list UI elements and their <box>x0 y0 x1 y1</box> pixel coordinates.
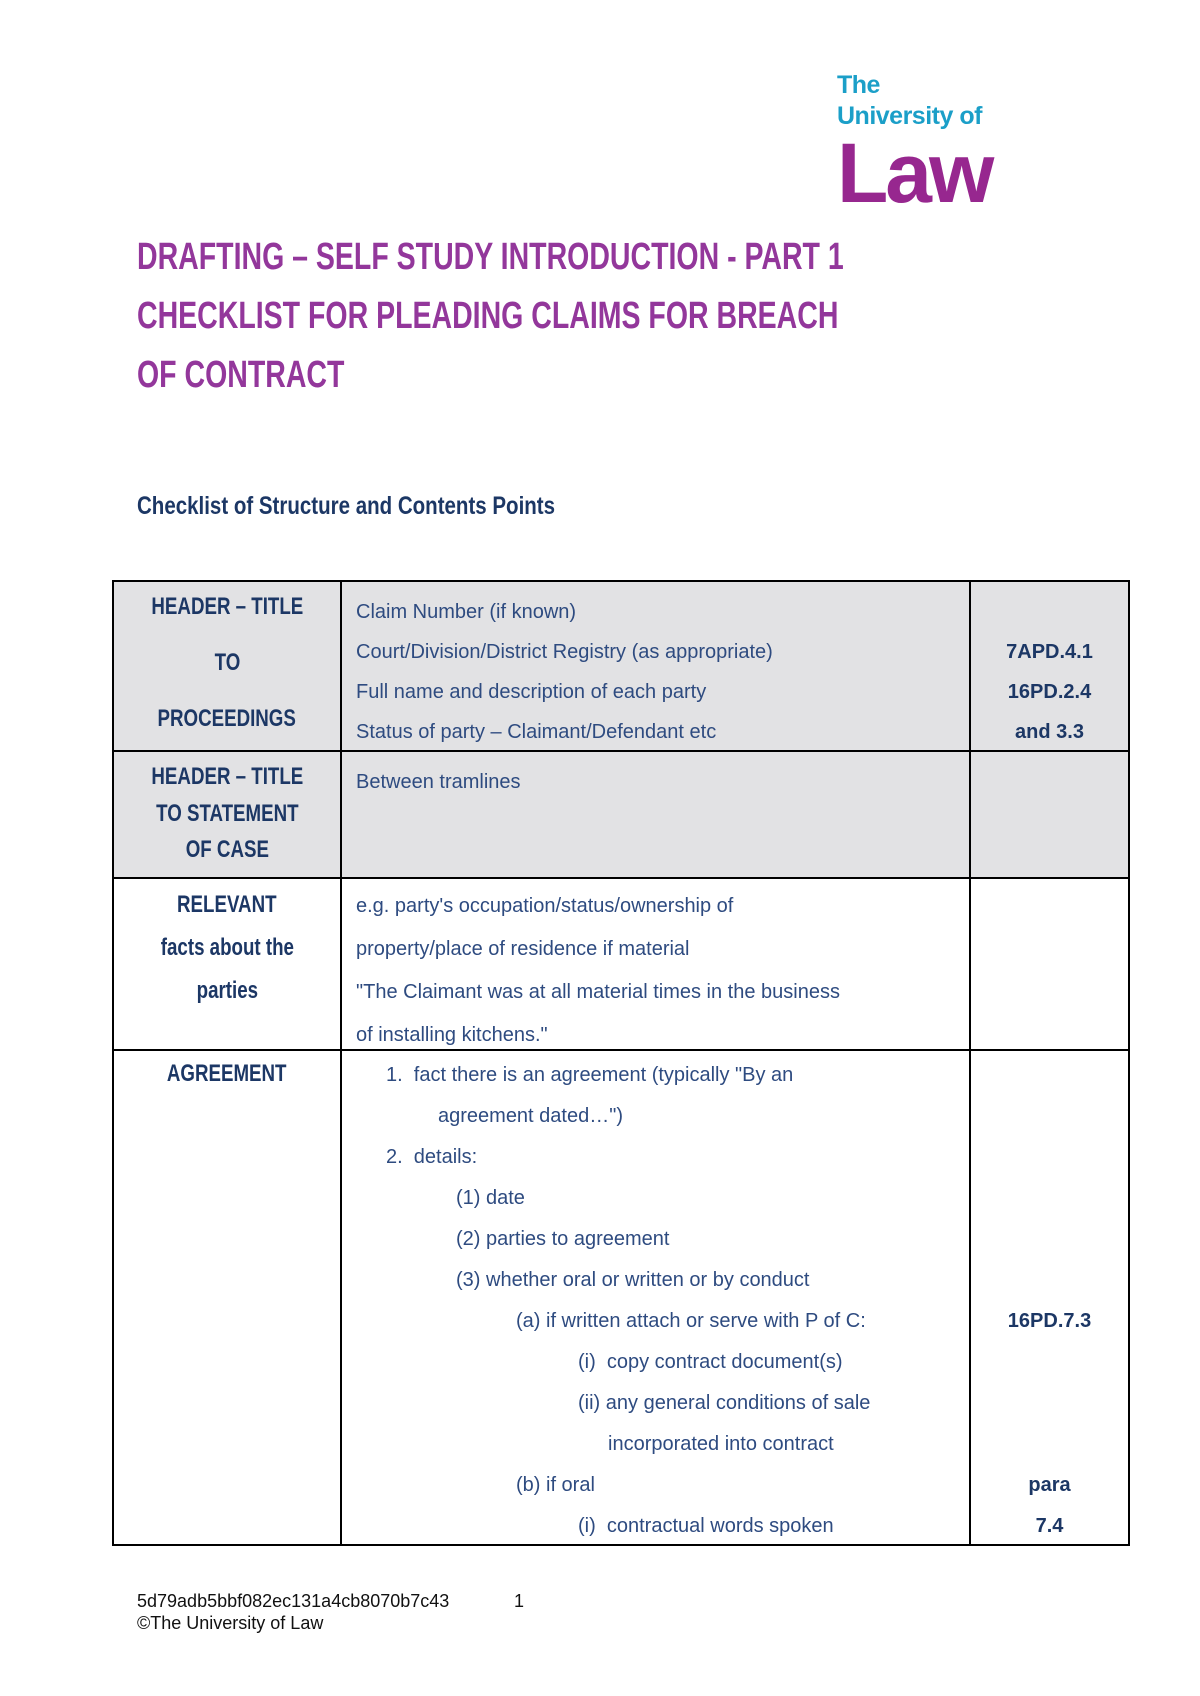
reference-spacer <box>971 1260 1128 1301</box>
table-row <box>114 1051 1128 1544</box>
content-line: Full name and description of each party <box>356 681 707 703</box>
content-line: (b) if oral <box>516 1474 595 1496</box>
content-line: agreement dated…") <box>438 1105 623 1127</box>
document-title <box>137 228 1079 405</box>
row-label-text: TO <box>214 649 240 676</box>
row-label-cell <box>114 879 342 1049</box>
reference-spacer <box>971 1219 1128 1260</box>
row-label-line <box>116 760 338 794</box>
row-label-text: facts about the <box>160 934 294 961</box>
logo-text-law: Law <box>837 126 992 220</box>
content-line: property/place of residence if material <box>356 938 690 960</box>
row-label-line <box>116 590 338 624</box>
row-reference-cell <box>971 582 1128 750</box>
row-label-text: TO STATEMENT <box>155 799 299 827</box>
section-subtitle-text: Checklist of Structure and Contents Points <box>137 492 556 520</box>
row-label-line <box>116 646 338 680</box>
content-line: e.g. party's occupation/status/ownership of <box>356 895 734 917</box>
title-line-1-text: DRAFTING – SELF STUDY INTRODUCTION - PART 1 <box>137 236 844 278</box>
content-line: 2. details: <box>386 1146 478 1168</box>
content-line: Claim Number (if known) <box>356 601 577 623</box>
row-content-cell <box>342 752 971 877</box>
row-label-text: HEADER – TITLE <box>151 593 303 620</box>
content-line: of installing kitchens." <box>356 1024 548 1046</box>
row-label-line <box>116 702 338 736</box>
reference: and 3.3 <box>1015 721 1084 743</box>
table-row <box>114 582 1128 752</box>
row-label-text: HEADER – TITLE <box>151 763 303 790</box>
reference-spacer <box>971 1055 1128 1096</box>
reference-spacer <box>971 1137 1128 1178</box>
reference: 7.4 <box>1035 1515 1064 1537</box>
reference-spacer <box>971 1424 1128 1465</box>
row-label-text: parties <box>196 977 258 1004</box>
reference-spacer <box>971 592 1128 632</box>
reference-spacer <box>971 1383 1128 1424</box>
section-subtitle <box>137 492 647 520</box>
row-content-cell <box>342 1051 971 1544</box>
content-line: (i) copy contract document(s) <box>578 1351 843 1373</box>
footer-doc-id: 5d79adb5bbf082ec131a4cb8070b7c43 <box>137 1591 450 1611</box>
page-footer <box>137 1590 449 1634</box>
content-line: 1. fact there is an agreement (typically "By an <box>386 1064 794 1086</box>
content-line: "The Claimant was at all material times in the business <box>356 981 840 1003</box>
row-reference-cell <box>971 879 1128 1049</box>
title-line-2 <box>137 287 1079 346</box>
row-label-text: AGREEMENT <box>167 1060 287 1087</box>
content-line: (a) if written attach or serve with P of C: <box>516 1310 866 1332</box>
row-label-line <box>114 883 340 926</box>
table-row <box>114 752 1128 879</box>
row-label-line <box>114 926 340 969</box>
logo-text-university-of: University of <box>837 102 982 130</box>
row-label-text: OF CASE <box>185 836 269 863</box>
content-line: (2) parties to agreement <box>456 1228 670 1250</box>
reference: 16PD.2.4 <box>1007 681 1092 703</box>
row-label-cell <box>114 752 342 877</box>
content-line: (i) contractual words spoken <box>578 1515 834 1537</box>
row-label-line <box>114 969 340 1012</box>
table-row <box>114 879 1128 1051</box>
content-line: (ii) any general conditions of sale <box>578 1392 871 1414</box>
row-label-text: PROCEEDINGS <box>157 705 297 732</box>
title-line-3-text: OF CONTRACT <box>137 354 345 396</box>
reference: 16PD.7.3 <box>1007 1310 1092 1332</box>
title-line-3 <box>137 346 1079 405</box>
content-line: Between tramlines <box>356 771 521 793</box>
row-content-cell <box>342 582 971 750</box>
title-line-1 <box>137 228 1079 287</box>
row-label-line <box>116 833 338 867</box>
content-line: Court/Division/District Registry (as appropriate) <box>356 641 773 663</box>
row-content-cell <box>342 879 971 1049</box>
content-line: (3) whether oral or written or by conduct <box>456 1269 810 1291</box>
logo-text-the: The <box>837 71 880 99</box>
checklist-table <box>112 580 1130 1546</box>
row-label-text: RELEVANT <box>177 891 277 918</box>
title-line-2-text: CHECKLIST FOR PLEADING CLAIMS FOR BREACH <box>137 295 839 337</box>
reference: para <box>1028 1474 1071 1496</box>
content-line: (1) date <box>456 1187 525 1209</box>
row-reference-cell <box>971 1051 1128 1544</box>
content-line: Status of party – Claimant/Defendant etc <box>356 721 717 743</box>
university-of-law-logo <box>837 70 1037 220</box>
row-label-line <box>116 797 338 831</box>
footer-page-number: 1 <box>514 1591 525 1611</box>
footer-copyright: ©The University of Law <box>137 1613 324 1633</box>
row-label-line <box>114 1057 340 1091</box>
row-label-cell <box>114 582 342 750</box>
reference: 7APD.4.1 <box>1006 641 1093 663</box>
row-label-cell <box>114 1051 342 1544</box>
reference-spacer <box>971 1342 1128 1383</box>
row-reference-cell <box>971 752 1128 877</box>
reference-spacer <box>971 1178 1128 1219</box>
reference-spacer <box>971 1096 1128 1137</box>
content-line: incorporated into contract <box>608 1433 834 1455</box>
